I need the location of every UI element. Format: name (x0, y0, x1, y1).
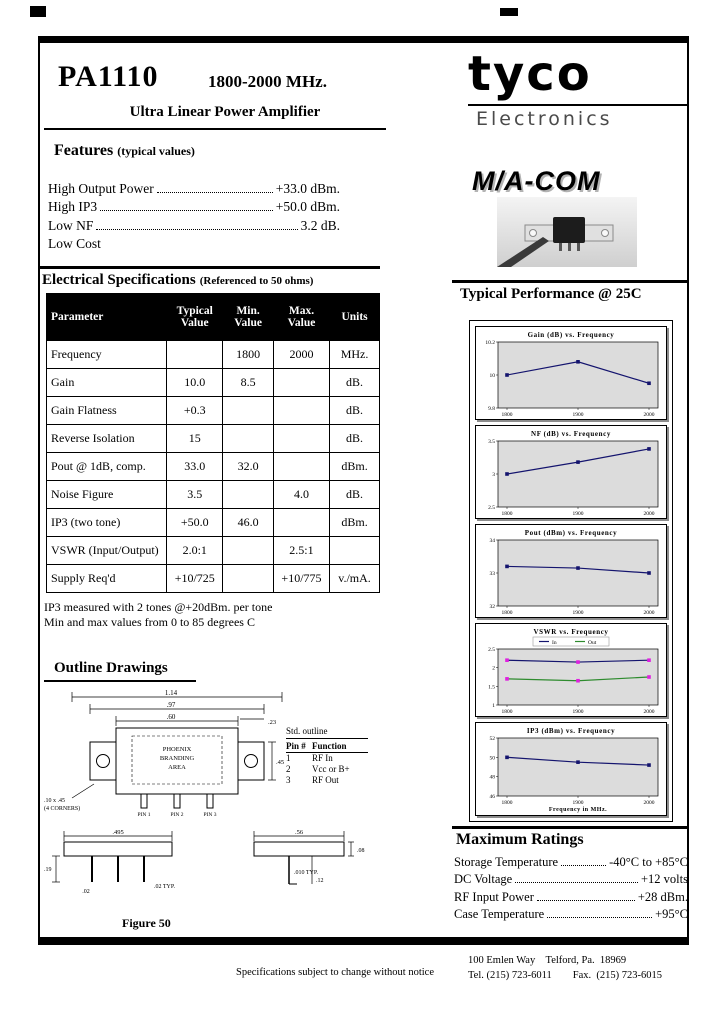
spec-cell: +10/775 (273, 565, 329, 593)
spec-row (47, 481, 380, 509)
chart-svg (476, 525, 666, 617)
spec-cell: 2.0:1 (167, 537, 223, 565)
divider (40, 266, 380, 269)
pin-number: 3 (286, 775, 291, 785)
spec-cell (223, 397, 274, 425)
svg-text:33: 33 (489, 571, 495, 577)
spec-cell: +50.0 (167, 509, 223, 537)
item-label: Storage Temperature (454, 854, 559, 869)
footer-disclaimer: Specifications subject to change without notice (236, 967, 434, 978)
product-title: PA1110 (58, 60, 159, 93)
spec-cell (330, 537, 380, 565)
spec-cell: 32.0 (223, 453, 274, 481)
divider (452, 826, 688, 829)
dim-lead-len: .12 (316, 878, 324, 884)
spec-cell (273, 453, 329, 481)
spec-cell (223, 425, 274, 453)
spec-header: Max. Value (273, 294, 329, 341)
svg-text:Frequency in MHz.: Frequency in MHz. (548, 807, 608, 813)
spec-parameter: IP3 (two tone) (47, 509, 167, 537)
svg-text:2.5: 2.5 (488, 505, 495, 511)
dim-overall: 1.14 (164, 689, 178, 697)
dim-lead-typ: .010 TYP. (294, 870, 319, 876)
spec-cell: dB. (330, 397, 380, 425)
pin-function: RF In (312, 753, 333, 763)
svg-text:1800: 1800 (501, 511, 513, 517)
spec-parameter: Gain (47, 369, 167, 397)
svg-text:1800: 1800 (501, 412, 513, 418)
leader-row (48, 234, 340, 253)
spec-cell (273, 397, 329, 425)
spec-parameter: Pout @ 1dB, comp. (47, 453, 167, 481)
spec-cell: 4.0 (273, 481, 329, 509)
spec-cell: dB. (330, 425, 380, 453)
footer-phone: Tel. (215) 723-6011 Fax. (215) 723-6015 (468, 970, 662, 981)
svg-text:2: 2 (492, 665, 495, 672)
spec-cell: dBm. (330, 453, 380, 481)
features-list (48, 178, 340, 252)
svg-text:1900: 1900 (572, 610, 584, 616)
spec-cell: dB. (330, 481, 380, 509)
svg-text:2000: 2000 (643, 412, 655, 418)
pin-row (286, 775, 368, 786)
mount-hole-left (530, 230, 537, 237)
spec-cell: 8.5 (223, 369, 274, 397)
dim-height: .45 (276, 759, 285, 766)
svg-text:In: In (552, 640, 557, 646)
svg-text:IP3 (dBm) vs. Frequency: IP3 (dBm) vs. Frequency (526, 727, 616, 735)
pin-row (286, 753, 368, 764)
leader-row (454, 852, 688, 870)
spec-header: Units (330, 294, 380, 341)
item-value: -40°C to +85°C (609, 854, 688, 869)
spec-parameter: Noise Figure (47, 481, 167, 509)
dot-leader (96, 229, 297, 230)
figure-caption: Figure 50 (122, 916, 171, 930)
item-value: +95°C (655, 907, 688, 921)
specs-title: Electrical Specifications (Referenced to 50 ohms) (42, 272, 314, 288)
divider (44, 128, 386, 130)
spec-row (47, 341, 380, 369)
frequency-range: 1800-2000 MHz. (208, 72, 327, 91)
spec-cell: 2.5:1 (273, 537, 329, 565)
dim-lid: .56 (294, 829, 304, 836)
pin-3-label: PIN 3 (203, 812, 217, 818)
svg-text:Gain (dB) vs. Frequency: Gain (dB) vs. Frequency (527, 331, 615, 339)
svg-text:1.5: 1.5 (488, 684, 495, 691)
pin-function-table (286, 726, 368, 786)
svg-text:Pout (dBm) vs. Frequency: Pout (dBm) vs. Frequency (524, 529, 618, 537)
branding-line-2: BRANDING (159, 755, 195, 762)
component-lead (577, 243, 580, 251)
svg-text:32: 32 (489, 604, 495, 610)
chart-svg (476, 624, 666, 716)
tyco-electronics-label: Electronics (476, 108, 613, 130)
pin-function: Vcc or B+ (312, 764, 350, 774)
svg-text:50: 50 (489, 755, 495, 762)
macom-logo: M/A-COM (472, 166, 601, 196)
chart-pout (475, 524, 667, 618)
leader-row (48, 215, 340, 234)
svg-text:NF (dB) vs. Frequency: NF (dB) vs. Frequency (531, 430, 611, 438)
dim-base: .495 (112, 829, 124, 836)
svg-text:3: 3 (492, 472, 495, 478)
dim-body: .60 (166, 713, 176, 721)
branding-line-1: PHOENIX (162, 746, 192, 753)
spec-cell: 2000 (273, 341, 329, 369)
sideview-dims-right (254, 831, 354, 884)
spec-row (47, 369, 380, 397)
dot-leader (100, 210, 273, 211)
svg-text:1900: 1900 (572, 412, 584, 418)
svg-text:46: 46 (489, 794, 495, 800)
spec-cell: +10/725 (167, 565, 223, 593)
item-label: High Output Power (48, 180, 154, 196)
svg-text:1800: 1800 (501, 800, 513, 806)
page-subtitle: Ultra Linear Power Amplifier (129, 104, 321, 120)
spec-cell: dBm. (330, 509, 380, 537)
pin-number: 2 (286, 764, 291, 774)
sideview-right (254, 842, 344, 884)
spec-note-2: Min and max values from 0 to 85 degrees C (44, 615, 255, 629)
svg-text:1800: 1800 (501, 610, 513, 616)
svg-text:1: 1 (492, 703, 495, 709)
svg-text:10: 10 (489, 373, 495, 379)
dim-pin-typ: .02 TYP. (154, 884, 176, 890)
mount-hole-right (602, 230, 609, 237)
svg-text:1900: 1900 (572, 709, 584, 715)
spec-cell: 10.0 (167, 369, 223, 397)
svg-text:52: 52 (489, 736, 495, 742)
performance-charts (469, 320, 673, 822)
spec-cell (167, 341, 223, 369)
item-label: Case Temperature (454, 907, 545, 921)
divider (44, 680, 196, 682)
spec-row (47, 509, 380, 537)
chart-nf (475, 425, 667, 519)
footer-address: 100 Emlen Way Telford, Pa. 18969 (468, 955, 627, 966)
spec-cell: 33.0 (167, 453, 223, 481)
spec-cell (273, 509, 329, 537)
leader-row (454, 887, 688, 905)
dim-corner-2: (4 CORNERS) (44, 806, 81, 812)
spec-cell: MHz. (330, 341, 380, 369)
spec-row (47, 453, 380, 481)
spec-header: Parameter (47, 294, 167, 341)
svg-text:1900: 1900 (572, 800, 584, 806)
spec-cell (273, 369, 329, 397)
item-label: DC Voltage (454, 872, 513, 886)
pin-table-caption: Std. outline (286, 726, 368, 739)
item-value: +50.0 dBm. (275, 199, 340, 214)
spec-table (46, 293, 380, 593)
pin-1-label: PIN 1 (137, 812, 151, 818)
chart-svg (476, 426, 666, 518)
svg-text:VSWR vs. Frequency: VSWR vs. Frequency (533, 628, 609, 636)
pin-table-header (286, 741, 368, 753)
spec-cell (273, 425, 329, 453)
svg-text:2000: 2000 (643, 610, 655, 616)
spec-parameter: VSWR (Input/Output) (47, 537, 167, 565)
item-label: RF Input Power (454, 889, 534, 904)
item-value: +12 volts (641, 872, 688, 886)
item-value: +28 dBm. (637, 889, 688, 904)
dim-corner: .10 x .45 (44, 798, 65, 804)
spec-parameter: Reverse Isolation (47, 425, 167, 453)
svg-text:34: 34 (489, 538, 495, 544)
features-title: Features (typical values) (54, 142, 195, 159)
spec-cell: 3.5 (167, 481, 223, 509)
chart-svg (476, 327, 666, 419)
dot-leader (515, 882, 638, 883)
dot-leader (157, 192, 273, 193)
leader-row (48, 197, 340, 216)
spec-parameter: Frequency (47, 341, 167, 369)
pin-row (286, 764, 368, 775)
leader-row (48, 178, 340, 197)
spec-cell (223, 565, 274, 593)
pin-col-number: Pin # (286, 741, 306, 751)
spec-row (47, 537, 380, 565)
spec-cell: 46.0 (223, 509, 274, 537)
component-lead (559, 243, 562, 251)
spec-row (47, 565, 380, 593)
scan-mark-left (30, 6, 46, 17)
dim-lip: .08 (357, 848, 365, 854)
pin-col-function: Function (312, 741, 347, 751)
spec-note-1: IP3 measured with 2 tones @+20dBm. per tone (44, 600, 273, 614)
divider (452, 280, 688, 283)
spec-parameter: Supply Req'd (47, 565, 167, 593)
branding-line-3: AREA (168, 764, 186, 771)
dim-tab: .23 (268, 719, 277, 726)
pin-number: 1 (286, 753, 291, 763)
item-label: Low Cost (48, 236, 101, 251)
chart-ip3 (475, 722, 667, 816)
tyco-logo: tyco (468, 46, 688, 106)
sideview-left (64, 842, 172, 882)
pin-2-label: PIN 2 (170, 812, 184, 818)
spec-row (47, 397, 380, 425)
component-body (553, 217, 585, 243)
outline-title: Outline Drawings (54, 660, 168, 676)
chart-vswr (475, 623, 667, 717)
svg-text:2000: 2000 (643, 709, 655, 715)
spec-header-row (47, 294, 380, 341)
dot-leader (537, 900, 635, 901)
dot-leader (561, 865, 606, 866)
spec-cell: 1800 (223, 341, 274, 369)
svg-text:3.5: 3.5 (488, 439, 495, 445)
chart-gain (475, 326, 667, 420)
spec-cell: 15 (167, 425, 223, 453)
spec-cell: dB. (330, 369, 380, 397)
scan-mark-right (500, 8, 518, 16)
svg-text:2000: 2000 (643, 800, 655, 806)
svg-text:48: 48 (489, 774, 495, 781)
dot-leader (547, 917, 652, 918)
pin-function: RF Out (312, 775, 339, 785)
pin-rows (286, 753, 368, 786)
ratings-title: Maximum Ratings (456, 831, 584, 848)
ratings-list (454, 852, 688, 922)
spec-cell (223, 481, 274, 509)
outline-drawing (44, 686, 424, 918)
item-label: High IP3 (48, 199, 98, 214)
item-value: +33.0 dBm. (275, 180, 340, 196)
svg-text:2.5: 2.5 (488, 647, 495, 653)
svg-text:Out: Out (588, 640, 597, 646)
spec-header: Typical Value (167, 294, 223, 341)
svg-text:10.2: 10.2 (485, 340, 495, 346)
svg-text:2000: 2000 (643, 511, 655, 517)
performance-title: Typical Performance @ 25C (460, 286, 642, 302)
svg-text:9.8: 9.8 (488, 406, 495, 412)
spec-cell: +0.3 (167, 397, 223, 425)
item-value: 3.2 dB. (300, 217, 340, 233)
spec-cell: v./mA. (330, 565, 380, 593)
dim-pin-len: .19 (44, 867, 52, 873)
product-photo (497, 197, 637, 267)
svg-text:1900: 1900 (572, 511, 584, 517)
chart-svg (476, 723, 666, 815)
spec-header: Min. Value (223, 294, 274, 341)
leader-row (454, 905, 688, 923)
dim-inner: .97 (166, 701, 176, 709)
dim-pin-w: .02 (82, 889, 90, 895)
svg-text:1800: 1800 (501, 709, 513, 715)
spec-row (47, 425, 380, 453)
item-label: Low NF (48, 217, 94, 233)
spec-cell (223, 537, 274, 565)
spec-notes (44, 600, 272, 630)
component-lead (568, 243, 571, 251)
spec-parameter: Gain Flatness (47, 397, 167, 425)
leader-row (454, 870, 688, 888)
